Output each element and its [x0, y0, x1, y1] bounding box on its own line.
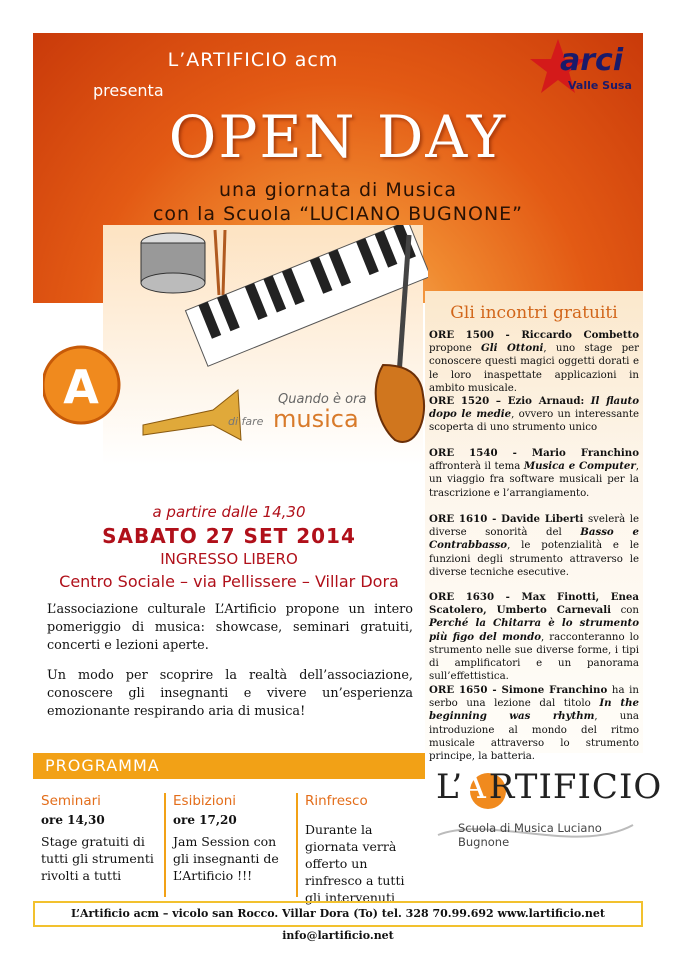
- col-title: Rinfresco: [305, 793, 368, 809]
- programma-label: PROGRAMMA: [45, 756, 160, 775]
- arci-subtitle: Valle Susa: [568, 79, 632, 92]
- programma-col-rinfresco: [305, 793, 417, 906]
- programma-col-seminari: [41, 793, 159, 884]
- footer-contact: L’Artificio acm – vicolo san Rocco. Villar Dora (To) tel. 328 70.99.692 www.lartificio.net info@lartificio.net: [33, 901, 643, 927]
- a-logo-icon: [43, 347, 119, 423]
- page-title: OPEN DAY: [168, 103, 508, 171]
- music-illustration: [43, 225, 428, 465]
- col-title: Seminari: [41, 793, 101, 809]
- instruments-illustration: [43, 225, 428, 465]
- col-text: Durante la giornata verrà offerto un rinfresco a tutti gli intervenuti: [305, 822, 405, 905]
- presenta-label: presenta: [93, 81, 164, 100]
- subtitle-line-1: una giornata di Musica: [218, 179, 458, 201]
- quando-text: Quando è ora: [278, 392, 367, 407]
- programma-col-esibizioni: [173, 793, 293, 884]
- logo-word: L’ARTIFICIO: [436, 767, 663, 807]
- difare-text: di fare: [228, 415, 264, 428]
- event-date: SABATO 27 SET 2014: [102, 524, 356, 548]
- col-title: Esibizioni: [173, 793, 237, 809]
- col-text: Jam Session con gli insegnanti de L’Artificio !!!: [173, 834, 279, 883]
- event-location: Centro Sociale – via Pellissere – Villar Dora: [59, 572, 399, 591]
- incontro-item: ORE 1520 – Ezio Arnaud: Il flauto dopo le medie, ovvero un interessante scoperta di uno strumento unico: [429, 395, 639, 434]
- col-time: ore 14,30: [41, 813, 105, 827]
- intro-paragraph-2: Un modo per scoprire la realtà dell’associazione, conoscere gli insegnanti e vivere un’esperienza emozionante respirando aria di musica!: [47, 668, 413, 719]
- a-logo-letter: A: [63, 360, 99, 414]
- org-name: L’ARTIFICIO acm: [167, 49, 339, 71]
- arci-logo: [528, 37, 638, 107]
- incontro-item: ORE 1500 - Riccardo Combetto propone Gli Ottoni, uno stage per conoscere questi magici oggetti dorati e le loro inaspettate applicazioni in ambito musicale.: [429, 329, 639, 394]
- divider: [296, 793, 298, 897]
- incontro-item: ORE 1630 - Max Finotti, Enea Scatolero, Umberto Carnevali con Perché la Chitarra è lo strumento più figo del mondo, racconteranno lo strumento nelle sue diverse forme, i tipi di amplificatori e un panorama sull’effettistica.: [429, 591, 639, 683]
- col-text: Stage gratuiti di tutti gli strumenti rivolti a tutti: [41, 834, 154, 883]
- incontro-item: ORE 1650 - Simone Franchino ha in serbo una lezione dal titolo In the beginning was rhythm, una introduzione al mondo del ritmo musicale attraverso lo strumento principe, la batteria.: [429, 684, 639, 763]
- col-time: ore 17,20: [173, 813, 237, 827]
- programma-bar: [33, 753, 425, 779]
- logo-subtitle: Scuola di Musica Luciano Bugnone: [458, 821, 602, 849]
- incontro-item: ORE 1610 - Davide Liberti svelerà le diverse sonorità del Basso e Contrabbasso, le potenzialità e le funzioni degli strumento attraverso le diverse tecniche esecutive.: [429, 513, 639, 578]
- poster: [33, 33, 663, 942]
- start-time: a partire dalle 14,30: [152, 503, 306, 521]
- arci-word: arci: [560, 43, 624, 78]
- divider: [164, 793, 166, 897]
- intro-paragraph-1: L’associazione culturale L’Artificio propone un intero pomeriggio di musica: showcase, seminari gratuiti, concerti e lezioni aperte.: [47, 602, 413, 653]
- artificio-logo: [428, 755, 663, 863]
- incontri-title: Gli incontri gratuiti: [450, 303, 618, 323]
- incontri-panel: [425, 291, 643, 763]
- musica-text: musica: [273, 405, 359, 433]
- subtitle-line-2: con la Scuola “LUCIANO BUGNONE”: [152, 203, 524, 225]
- entry-info: INGRESSO LIBERO: [160, 550, 298, 568]
- incontro-item: ORE 1540 - Mario Franchino affronterà il tema Musica e Computer, un viaggio fra software musicali per la trascrizione e l’arrangiamento.: [429, 447, 640, 499]
